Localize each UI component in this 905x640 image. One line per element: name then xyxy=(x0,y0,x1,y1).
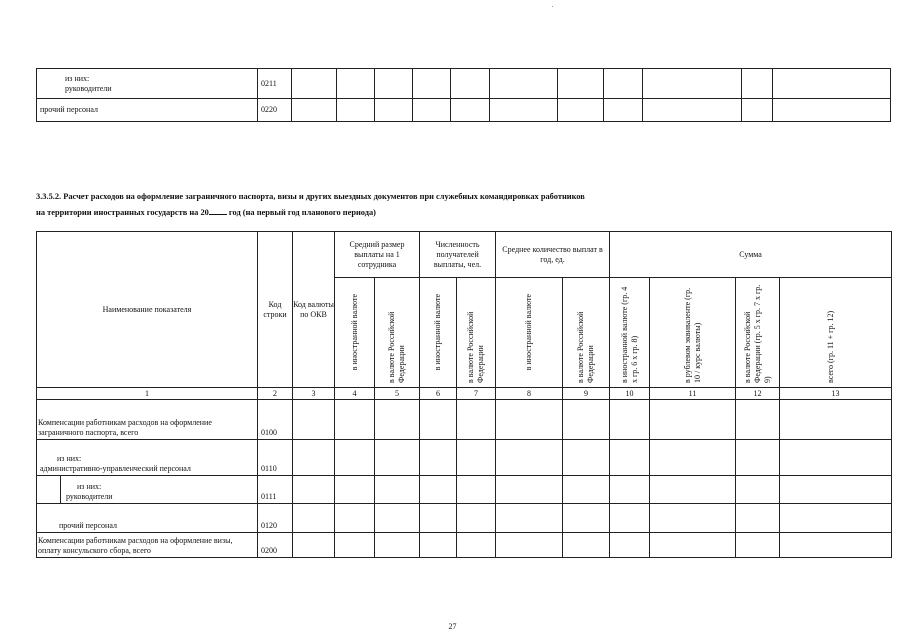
row-label-line2: административно-управленческий персонал xyxy=(40,464,191,473)
cell[interactable] xyxy=(780,533,892,558)
row-label-line1: из них: xyxy=(65,73,90,83)
cell[interactable] xyxy=(375,440,420,476)
cell[interactable] xyxy=(780,400,892,440)
cell[interactable] xyxy=(773,69,891,99)
col-number: 7 xyxy=(457,388,496,400)
sub-sum-foreign: в иностранной валюте (гр. 4 х гр. 6 х гр. 8) xyxy=(619,286,639,383)
cell[interactable] xyxy=(375,533,420,558)
col-number: 10 xyxy=(610,388,650,400)
cell[interactable] xyxy=(420,400,457,440)
cell[interactable] xyxy=(375,99,413,122)
row-label-line2: руководители xyxy=(66,492,113,501)
column-numbers-row xyxy=(37,388,892,400)
row-code: 0110 xyxy=(258,440,293,476)
cell[interactable] xyxy=(335,400,375,440)
cell[interactable] xyxy=(563,476,610,504)
heading-suffix: год (на первый год планового периода) xyxy=(228,208,376,217)
cell[interactable] xyxy=(742,69,773,99)
row-label xyxy=(37,476,258,504)
cell[interactable] xyxy=(496,400,563,440)
cell[interactable] xyxy=(736,476,780,504)
table-row xyxy=(37,99,891,122)
cell[interactable] xyxy=(335,533,375,558)
row-label xyxy=(37,69,258,99)
cell[interactable] xyxy=(736,504,780,533)
cell[interactable] xyxy=(650,440,736,476)
sub-sum-rub-equiv: в рублевом эквиваленте (гр. 10 / курс валюты) xyxy=(682,287,702,383)
section-heading-line2 xyxy=(36,207,376,217)
cell[interactable] xyxy=(650,533,736,558)
cell[interactable] xyxy=(451,99,490,122)
col-number: 11 xyxy=(650,388,736,400)
row-label-line1: из них: xyxy=(57,454,82,463)
col-number: 4 xyxy=(335,388,375,400)
cell[interactable] xyxy=(496,440,563,476)
header-row xyxy=(37,232,892,278)
col-number: 5 xyxy=(375,388,420,400)
cell[interactable] xyxy=(563,440,610,476)
subheader-cell xyxy=(335,278,375,388)
cell[interactable] xyxy=(496,504,563,533)
subheader-cell xyxy=(420,278,457,388)
row-label-line2: руководители xyxy=(65,83,112,93)
cell[interactable] xyxy=(650,504,736,533)
cell[interactable] xyxy=(773,99,891,122)
year-blank[interactable] xyxy=(209,207,227,215)
cell[interactable] xyxy=(457,476,496,504)
cell[interactable] xyxy=(337,99,375,122)
cell[interactable] xyxy=(457,504,496,533)
cell[interactable] xyxy=(643,99,742,122)
table-row xyxy=(37,533,892,558)
section-heading-line1: 3.3.5.2. Расчет расходов на оформление заграничного паспорта, визы и других выездных документов при служебных командировках работников xyxy=(36,192,585,201)
cell[interactable] xyxy=(337,69,375,99)
cell[interactable] xyxy=(375,476,420,504)
col-number: 9 xyxy=(563,388,610,400)
indent-box xyxy=(37,476,61,503)
cell[interactable] xyxy=(610,504,650,533)
col-number: 3 xyxy=(293,388,335,400)
cell[interactable] xyxy=(293,400,335,440)
cell[interactable] xyxy=(293,533,335,558)
sub-sum-total: всего (гр. 11 + гр. 12) xyxy=(825,310,835,383)
cell[interactable] xyxy=(490,99,558,122)
cell[interactable] xyxy=(736,533,780,558)
row-label: прочий персонал xyxy=(37,504,258,533)
cell[interactable] xyxy=(563,504,610,533)
header-currency-code: Код валюты по ОКВ xyxy=(293,232,335,388)
cell[interactable] xyxy=(375,69,413,99)
row-label: Компенсации работникам расходов на оформление заграничного паспорта, всего xyxy=(37,400,258,440)
cell[interactable] xyxy=(604,69,643,99)
col-number: 8 xyxy=(496,388,563,400)
row-code: 0220 xyxy=(258,99,292,122)
cell[interactable] xyxy=(457,533,496,558)
table-row xyxy=(37,69,891,99)
cell[interactable] xyxy=(780,476,892,504)
table-row xyxy=(37,440,892,476)
header-sum: Сумма xyxy=(610,232,892,278)
cell[interactable] xyxy=(420,440,457,476)
cell[interactable] xyxy=(563,400,610,440)
cell[interactable] xyxy=(420,533,457,558)
continued-table xyxy=(36,68,891,122)
row-code: 0120 xyxy=(258,504,293,533)
cell[interactable] xyxy=(780,440,892,476)
cell[interactable] xyxy=(293,504,335,533)
subheader-cell xyxy=(736,278,780,388)
cell[interactable] xyxy=(650,400,736,440)
calculation-table xyxy=(36,231,892,558)
row-code: 0100 xyxy=(258,400,293,440)
header-avg-count: Среднее количество выплат в год, ед. xyxy=(496,232,610,278)
cell[interactable] xyxy=(335,504,375,533)
col-number: 2 xyxy=(258,388,293,400)
cell[interactable] xyxy=(610,400,650,440)
cell[interactable] xyxy=(375,504,420,533)
row-code: 0111 xyxy=(258,476,293,504)
table-row xyxy=(37,504,892,533)
row-label: Компенсации работникам расходов на оформление визы, оплату консульского сбора, всего xyxy=(37,533,258,558)
cell[interactable] xyxy=(490,69,558,99)
table-row xyxy=(37,476,892,504)
row-code: 0211 xyxy=(258,69,292,99)
header-name: Наименование показателя xyxy=(37,232,258,388)
cell[interactable] xyxy=(335,476,375,504)
cell[interactable] xyxy=(558,69,604,99)
cell[interactable] xyxy=(610,533,650,558)
cell[interactable] xyxy=(292,69,337,99)
sub-foreign-currency: в иностранной валюте xyxy=(433,294,443,371)
sub-rub-currency: в валюте Российской Федерации xyxy=(576,311,596,383)
cell[interactable] xyxy=(420,504,457,533)
cell[interactable] xyxy=(457,400,496,440)
sub-rub-currency: в валюте Российской Федерации xyxy=(466,311,486,383)
cell[interactable] xyxy=(742,99,773,122)
cell[interactable] xyxy=(413,99,451,122)
cell[interactable] xyxy=(413,69,451,99)
cell[interactable] xyxy=(451,69,490,99)
subheader-cell xyxy=(375,278,420,388)
sub-foreign-currency: в иностранной валюте xyxy=(349,294,359,371)
subheader-cell xyxy=(496,278,563,388)
subheader-cell xyxy=(563,278,610,388)
cell[interactable] xyxy=(610,476,650,504)
cell[interactable] xyxy=(420,476,457,504)
cell[interactable] xyxy=(736,400,780,440)
row-label-line1: из них: xyxy=(77,482,102,491)
page-number: 27 xyxy=(448,622,457,631)
heading-prefix: на территории иностранных государств на 20 xyxy=(36,208,209,217)
subheader-cell xyxy=(610,278,650,388)
sub-sum-rub: в валюте Российской Федерации (гр. 5 х гр. 7 х гр. 9) xyxy=(742,284,772,383)
scan-speck xyxy=(552,6,553,7)
sub-rub-currency: в валюте Российской Федерации xyxy=(387,311,406,383)
cell[interactable] xyxy=(650,476,736,504)
col-number: 13 xyxy=(780,388,892,400)
subheader-cell xyxy=(780,278,892,388)
cell[interactable] xyxy=(496,533,563,558)
cell[interactable] xyxy=(335,440,375,476)
table-row xyxy=(37,400,892,440)
cell[interactable] xyxy=(375,400,420,440)
subheader-cell xyxy=(457,278,496,388)
col-number: 1 xyxy=(37,388,258,400)
header-code: Код строки xyxy=(258,232,293,388)
row-label: прочий персонал xyxy=(37,99,258,122)
subheader-cell xyxy=(650,278,736,388)
cell[interactable] xyxy=(610,440,650,476)
cell[interactable] xyxy=(293,476,335,504)
col-number: 12 xyxy=(736,388,780,400)
cell[interactable] xyxy=(293,440,335,476)
cell[interactable] xyxy=(292,99,337,122)
sub-foreign-currency: в иностранной валюте xyxy=(524,294,534,371)
cell[interactable] xyxy=(604,99,643,122)
cell[interactable] xyxy=(736,440,780,476)
cell[interactable] xyxy=(457,440,496,476)
row-label xyxy=(37,440,258,476)
cell[interactable] xyxy=(496,476,563,504)
cell[interactable] xyxy=(780,504,892,533)
row-code: 0200 xyxy=(258,533,293,558)
header-recipients: Численность получателей выплаты, чел. xyxy=(420,232,496,278)
cell[interactable] xyxy=(563,533,610,558)
cell[interactable] xyxy=(558,99,604,122)
cell[interactable] xyxy=(643,69,742,99)
col-number: 6 xyxy=(420,388,457,400)
header-avg-payment: Средний размер выплаты на 1 сотрудника xyxy=(335,232,420,278)
